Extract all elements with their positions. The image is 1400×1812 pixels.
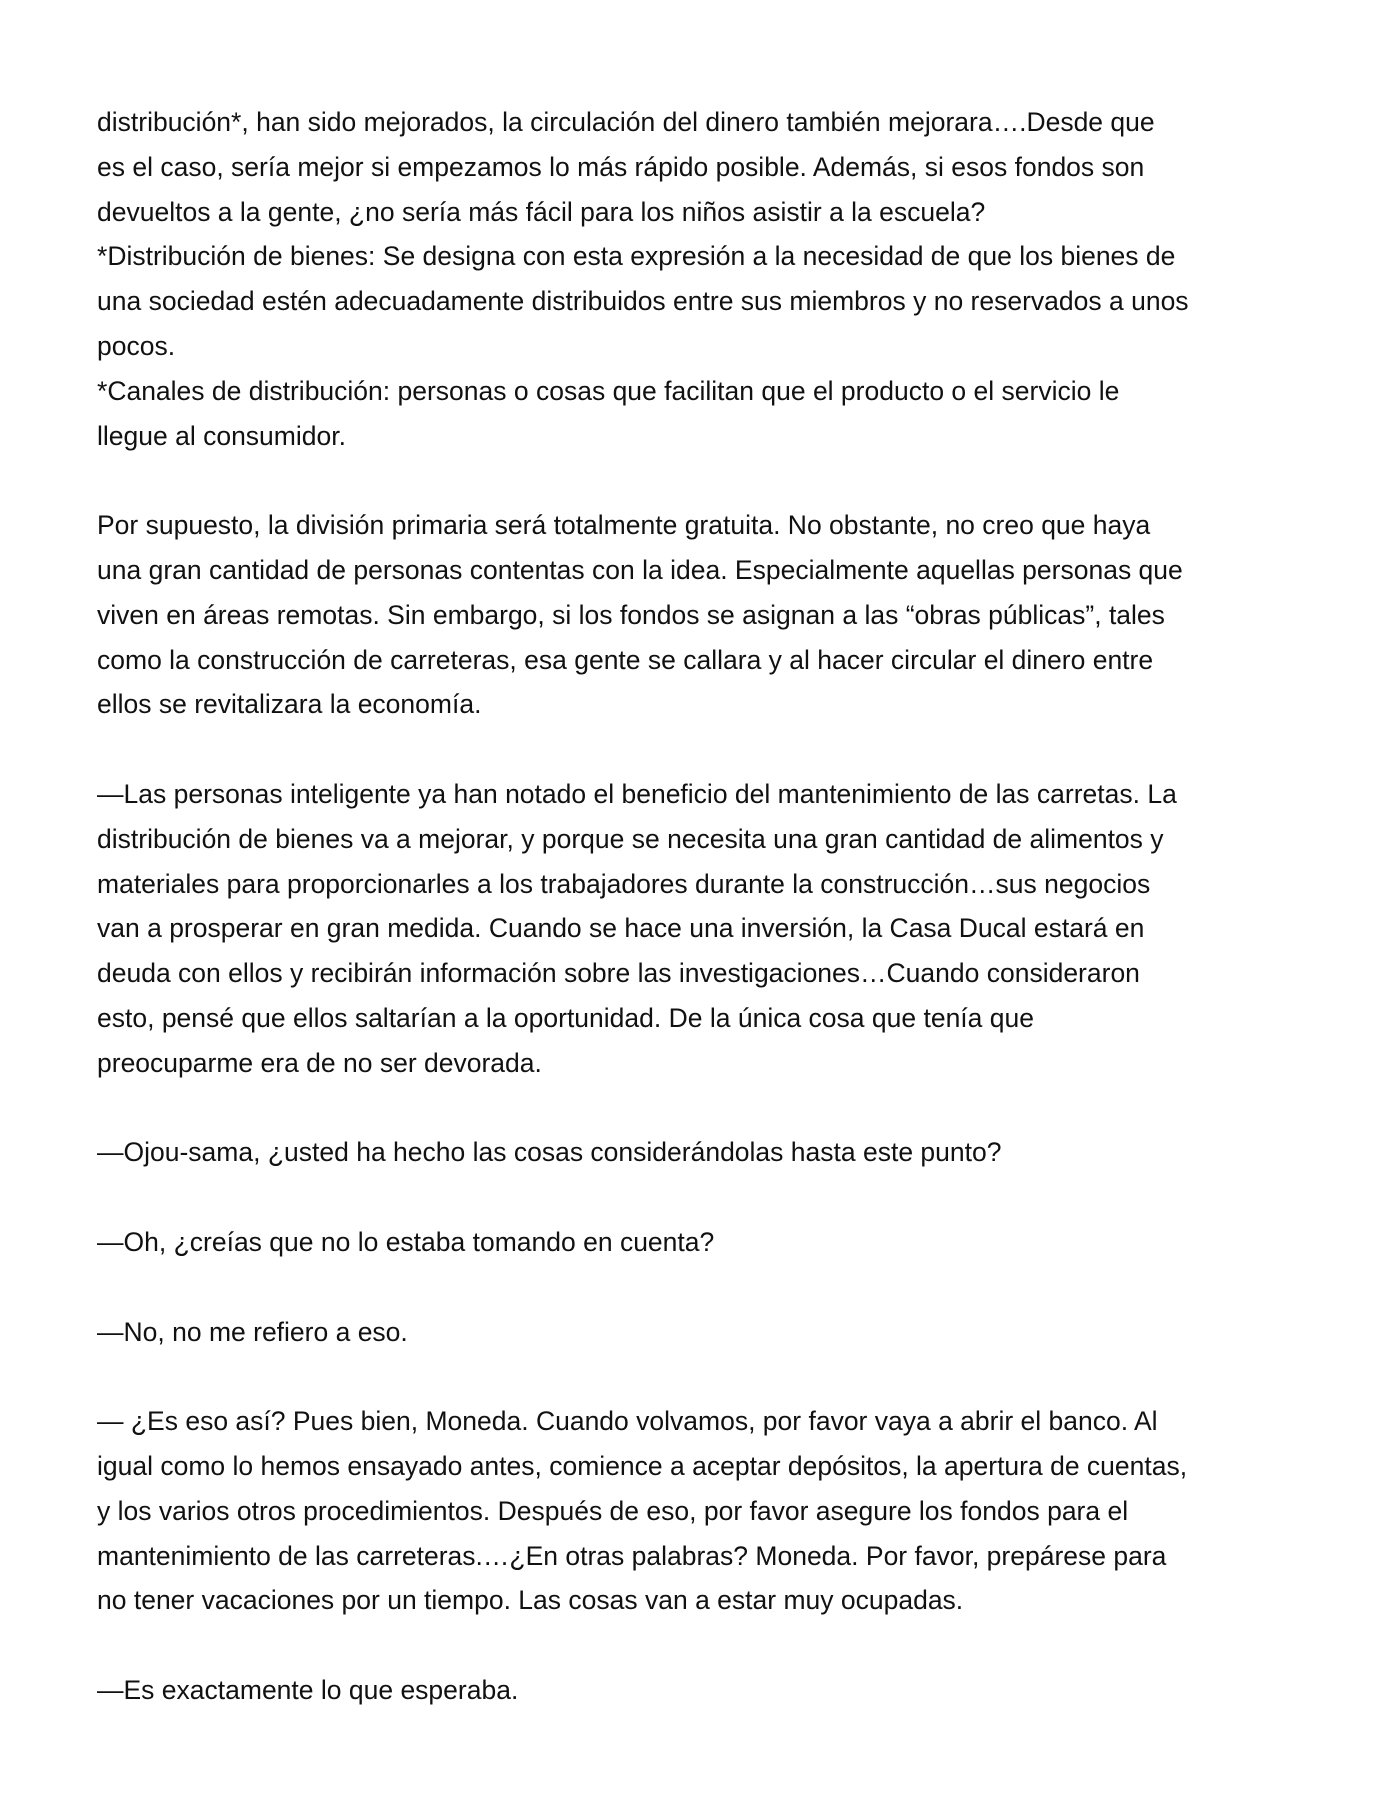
text-line: —Ojou-sama, ¿usted ha hecho las cosas considerándolas hasta este punto? — [97, 1137, 1002, 1168]
text-line: preocuparme era de no ser devorada. — [97, 1047, 542, 1078]
text-line: *Canales de distribución: personas o cosas que facilitan que el producto o el servicio le — [97, 375, 1120, 406]
text-line: pocos. — [97, 330, 176, 361]
text-line: —Las personas inteligente ya han notado el beneficio del mantenimiento de las carretas. La — [97, 778, 1177, 809]
text-line: deuda con ellos y recibirán información sobre las investigaciones…Cuando consideraron — [97, 958, 1140, 989]
text-line: una gran cantidad de personas contentas con la idea. Especialmente aquellas personas que — [97, 554, 1183, 585]
paragraph — [97, 1130, 1337, 1175]
text-line: una sociedad estén adecuadamente distribuidos entre sus miembros y no reservados a unos — [97, 286, 1189, 317]
text-line: —No, no me refiero a eso. — [97, 1316, 408, 1347]
text-line: igual como lo hemos ensayado antes, comience a aceptar depósitos, la apertura de cuentas, — [97, 1450, 1188, 1481]
text-line: viven en áreas remotas. Sin embargo, si los fondos se asignan a las “obras públicas”, tales — [97, 599, 1165, 630]
text-line: ellos se revitalizara la economía. — [97, 689, 482, 720]
paragraph — [97, 1399, 1337, 1623]
text-line: *Distribución de bienes: Se designa con esta expresión a la necesidad de que los bienes de — [97, 241, 1176, 272]
text-line: materiales para proporcionarles a los trabajadores durante la construcción…sus negocios — [97, 868, 1151, 899]
text-line: es el caso, sería mejor si empezamos lo más rápido posible. Además, si esos fondos son — [97, 151, 1145, 182]
text-line: llegue al consumidor. — [97, 420, 346, 451]
text-line: como la construcción de carreteras, esa gente se callara y al hacer circular el dinero entre — [97, 644, 1154, 675]
text-line: —Es exactamente lo que esperaba. — [97, 1674, 519, 1705]
text-line: mantenimiento de las carreteras.…¿En otras palabras? Moneda. Por favor, prepárese para — [97, 1540, 1167, 1571]
text-line: esto, pensé que ellos saltarían a la oportunidad. De la única cosa que tenía que — [97, 1002, 1034, 1033]
text-line: distribución de bienes va a mejorar, y porque se necesita una gran cantidad de alimentos y — [97, 823, 1164, 854]
paragraph — [97, 772, 1337, 1086]
paragraph — [97, 100, 1337, 458]
text-line: no tener vacaciones por un tiempo. Las cosas van a estar muy ocupadas. — [97, 1585, 964, 1616]
paragraph — [97, 1310, 1337, 1355]
text-line: van a prosperar en gran medida. Cuando se hace una inversión, la Casa Ducal estará en — [97, 913, 1145, 944]
text-line: y los varios otros procedimientos. Después de eso, por favor asegure los fondos para el — [97, 1495, 1129, 1526]
paragraph — [97, 1220, 1337, 1265]
paragraph — [97, 1668, 1337, 1713]
document-page — [97, 100, 1337, 1757]
text-line: —Oh, ¿creías que no lo estaba tomando en cuenta? — [97, 1226, 715, 1257]
text-line: devueltos a la gente, ¿no sería más fácil para los niños asistir a la escuela? — [97, 196, 986, 227]
text-line: — ¿Es eso así? Pues bien, Moneda. Cuando volvamos, por favor vaya a abrir el banco. Al — [97, 1406, 1158, 1437]
text-line: distribución*, han sido mejorados, la circulación del dinero también mejorara….Desde que — [97, 107, 1155, 137]
paragraph — [97, 503, 1337, 727]
text-line: Por supuesto, la división primaria será totalmente gratuita. No obstante, no creo que haya — [97, 510, 1151, 541]
